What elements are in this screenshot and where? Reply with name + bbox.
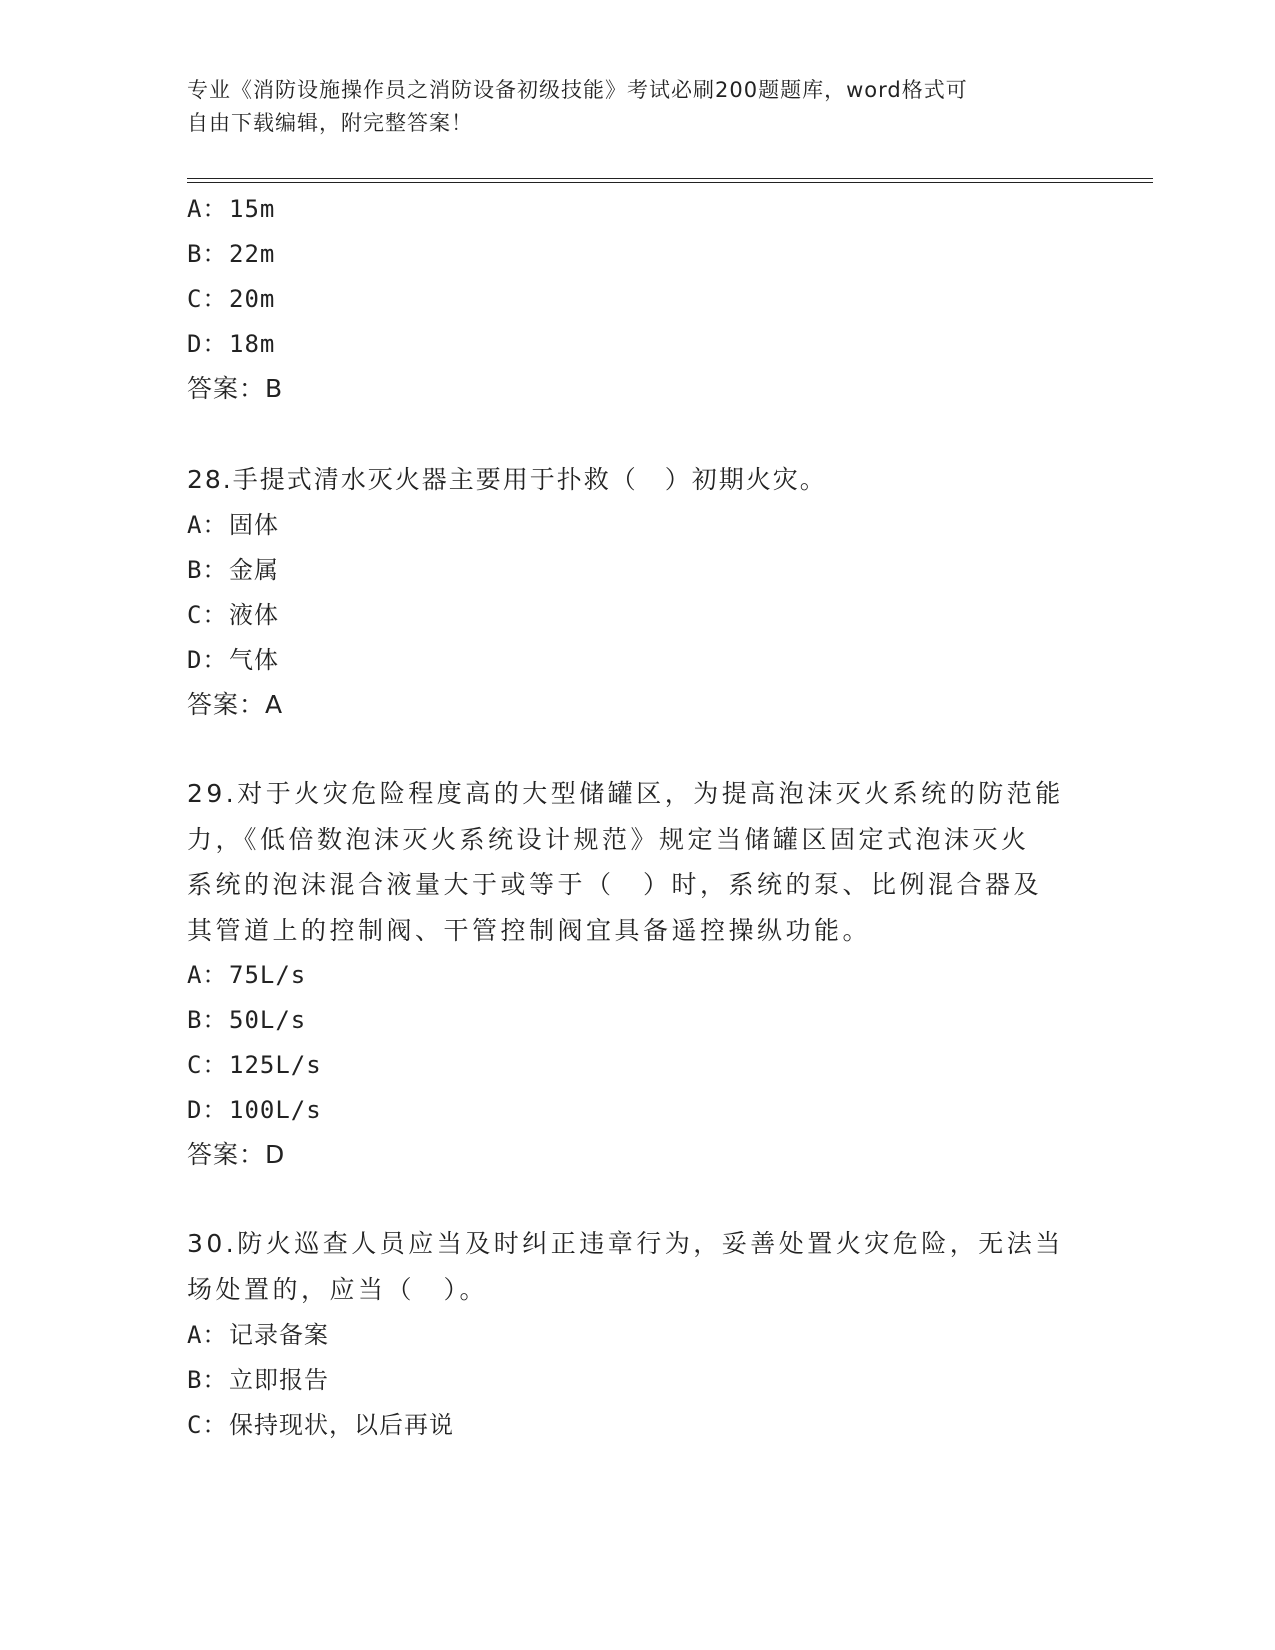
q27-option-d: D：18m xyxy=(187,330,276,358)
q27-answer: 答案：B xyxy=(187,374,284,403)
q29-option-b: B：50L/s xyxy=(187,1006,307,1034)
q30-option-b: B：立即报告 xyxy=(187,1366,329,1394)
q29-question-line: 其管道上的控制阀、干管控制阀宜具备遥控操纵功能。 xyxy=(187,915,872,945)
q30-question-line: 30.防火巡查人员应当及时纠正违章行为，妥善处置火灾危险，无法当 xyxy=(187,1229,1064,1258)
q30-question-line: 场处置的，应当（ ）。 xyxy=(187,1274,489,1304)
q29-option-c: C：125L/s xyxy=(187,1051,322,1079)
header-divider-bottom xyxy=(187,182,1153,183)
q29-question-line: 29.对于火灾危险程度高的大型储罐区，为提高泡沫灭火系统的防范能 xyxy=(187,779,1064,808)
q27-option-b: B：22m xyxy=(187,240,276,268)
document-header xyxy=(187,74,1067,140)
q29-question-line: 系统的泡沫混合液量大于或等于（ ）时，系统的泵、比例混合器及 xyxy=(187,870,1043,899)
header-line-2: 自由下载编辑，附完整答案！ xyxy=(187,111,473,135)
q30-option-c: C：保持现状，以后再说 xyxy=(187,1411,454,1439)
q29-question xyxy=(187,771,1077,953)
q28-option-a: A：固体 xyxy=(187,511,279,539)
q29-option-d: D：100L/s xyxy=(187,1096,322,1124)
q29-question-line: 力，《低倍数泡沫灭火系统设计规范》规定当储罐区固定式泡沫灭火 xyxy=(187,824,1030,854)
q28-option-d: D：气体 xyxy=(187,646,279,674)
q28-question: 28.手提式清水灭火器主要用于扑救（ ）初期火灾。 xyxy=(187,465,827,494)
q27-option-a: A：15m xyxy=(187,195,276,223)
q27-option-c: C：20m xyxy=(187,285,276,313)
q30-option-a: A：记录备案 xyxy=(187,1321,329,1349)
q29-option-a: A：75L/s xyxy=(187,961,307,989)
q30-question xyxy=(187,1221,1077,1312)
q28-option-c: C：液体 xyxy=(187,601,279,629)
q28-option-b: B：金属 xyxy=(187,556,279,584)
q28-answer: 答案：A xyxy=(187,690,284,719)
q29-answer: 答案：D xyxy=(187,1140,286,1169)
header-divider-top xyxy=(187,178,1153,179)
header-line-1: 专业《消防设施操作员之消防设备初级技能》考试必刷200题题库，word格式可 xyxy=(187,78,968,102)
